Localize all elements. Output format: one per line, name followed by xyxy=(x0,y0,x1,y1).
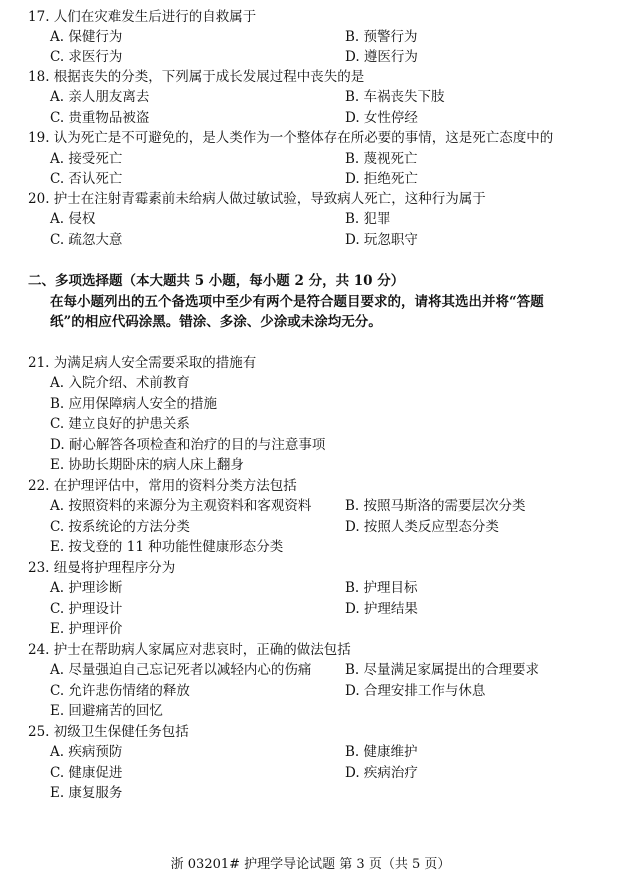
option-b: B. 健康维护 xyxy=(345,744,418,760)
option-c: C. 护理设计 xyxy=(50,601,123,617)
option-d: D. 玩忽职守 xyxy=(345,232,418,248)
option-a: A. 尽量强迫自己忘记死者以减轻内心的伤痛 xyxy=(50,662,312,678)
option-d: D. 耐心解答各项检查和治疗的目的与注意事项 xyxy=(50,437,326,453)
option-d: D. 疾病治疗 xyxy=(345,765,418,781)
question-number: 19 xyxy=(28,130,46,146)
option-d: D. 遵医行为 xyxy=(345,49,418,65)
option-d: D. 按照人类反应型态分类 xyxy=(345,519,499,535)
option-a: A. 亲人朋友离去 xyxy=(50,89,150,105)
question-24-stem: 24. 护士在帮助病人家属应对悲哀时，正确的做法包括 xyxy=(28,642,351,658)
option-a: A. 护理诊断 xyxy=(50,580,123,596)
question-25-stem: 25. 初级卫生保健任务包括 xyxy=(28,724,189,740)
option-c: C. 否认死亡 xyxy=(50,171,123,187)
question-number: 20 xyxy=(28,191,46,207)
question-17-stem: 17. 人们在灾难发生后进行的自救属于 xyxy=(28,9,257,25)
question-22-stem: 22. 在护理评估中，常用的资料分类方法包括 xyxy=(28,478,297,494)
option-c: C. 健康促进 xyxy=(50,765,123,781)
page-footer: 浙 03201# 护理学导论试题 第 3 页（共 5 页） xyxy=(170,857,451,872)
option-c: C. 允许悲伤情绪的释放 xyxy=(50,683,190,699)
question-number: 17 xyxy=(28,9,46,25)
option-a: A. 保健行为 xyxy=(50,29,123,45)
question-20-stem: 20. 护士在注射青霉素前未给病人做过敏试验，导致病人死亡，这种行为属于 xyxy=(28,191,486,207)
option-d: D. 女性停经 xyxy=(345,110,418,126)
question-text: 护士在注射青霉素前未给病人做过敏试验，导致病人死亡，这种行为属于 xyxy=(53,191,486,207)
option-b: B. 应用保障病人安全的措施 xyxy=(50,396,218,412)
option-d: D. 拒绝死亡 xyxy=(345,171,418,187)
option-e: E. 康复服务 xyxy=(50,785,123,801)
question-18-stem: 18. 根据丧失的分类，下列属于成长发展过程中丧失的是 xyxy=(28,69,365,85)
option-b: B. 按照马斯洛的需要层次分类 xyxy=(345,498,526,514)
option-b: B. 尽量满足家属提出的合理要求 xyxy=(345,662,540,678)
section-instruction: 纸”的相应代码涂黑。错涂、多涂、少涂或未涂均无分。 xyxy=(50,314,382,330)
option-b: B. 蔑视死亡 xyxy=(345,151,418,167)
option-a: A. 入院介绍、术前教育 xyxy=(50,375,190,391)
option-a: A. 疾病预防 xyxy=(50,744,123,760)
option-d: D. 护理结果 xyxy=(345,601,418,617)
option-c: C. 贵重物品被盗 xyxy=(50,110,150,126)
option-c: C. 求医行为 xyxy=(50,49,123,65)
option-b: B. 车祸丧失下肢 xyxy=(345,89,445,105)
question-19-stem: 19. 认为死亡是不可避免的，是人类作为一个整体存在所必要的事情，这是死亡态度中的 xyxy=(28,130,554,146)
question-23-stem: 23. 纽曼将护理程序分为 xyxy=(28,560,176,576)
option-b: B. 护理目标 xyxy=(345,580,418,596)
question-text: 根据丧失的分类，下列属于成长发展过程中丧失的是 xyxy=(53,69,365,85)
option-e: E. 按戈登的 11 种功能性健康形态分类 xyxy=(50,539,284,555)
option-e: E. 协助长期卧床的病人床上翻身 xyxy=(50,457,244,473)
option-c: C. 按系统论的方法分类 xyxy=(50,519,190,535)
question-number: 18 xyxy=(28,69,46,85)
option-a: A. 侵权 xyxy=(50,211,96,227)
option-e: E. 回避痛苦的回忆 xyxy=(50,703,163,719)
option-c: C. 建立良好的护患关系 xyxy=(50,416,190,432)
option-b: B. 预警行为 xyxy=(345,29,418,45)
option-c: C. 疏忽大意 xyxy=(50,232,123,248)
question-text: 认为死亡是不可避免的，是人类作为一个整体存在所必要的事情，这是死亡态度中的 xyxy=(53,130,554,146)
option-d: D. 合理安排工作与休息 xyxy=(345,683,486,699)
question-21-stem: 21. 为满足病人安全需要采取的措施有 xyxy=(28,355,257,371)
option-a: A. 按照资料的来源分为主观资料和客观资料 xyxy=(50,498,312,514)
option-b: B. 犯罪 xyxy=(345,211,391,227)
question-text: 人们在灾难发生后进行的自救属于 xyxy=(53,9,257,25)
section-title: 二、多项选择题（本大题共 5 小题，每小题 2 分，共 10 分） xyxy=(28,273,405,289)
option-e: E. 护理评价 xyxy=(50,621,123,637)
option-a: A. 接受死亡 xyxy=(50,151,123,167)
section-instruction: 在每小题列出的五个备选项中至少有两个是符合题目要求的，请将其选出并将“答题 xyxy=(50,294,544,310)
